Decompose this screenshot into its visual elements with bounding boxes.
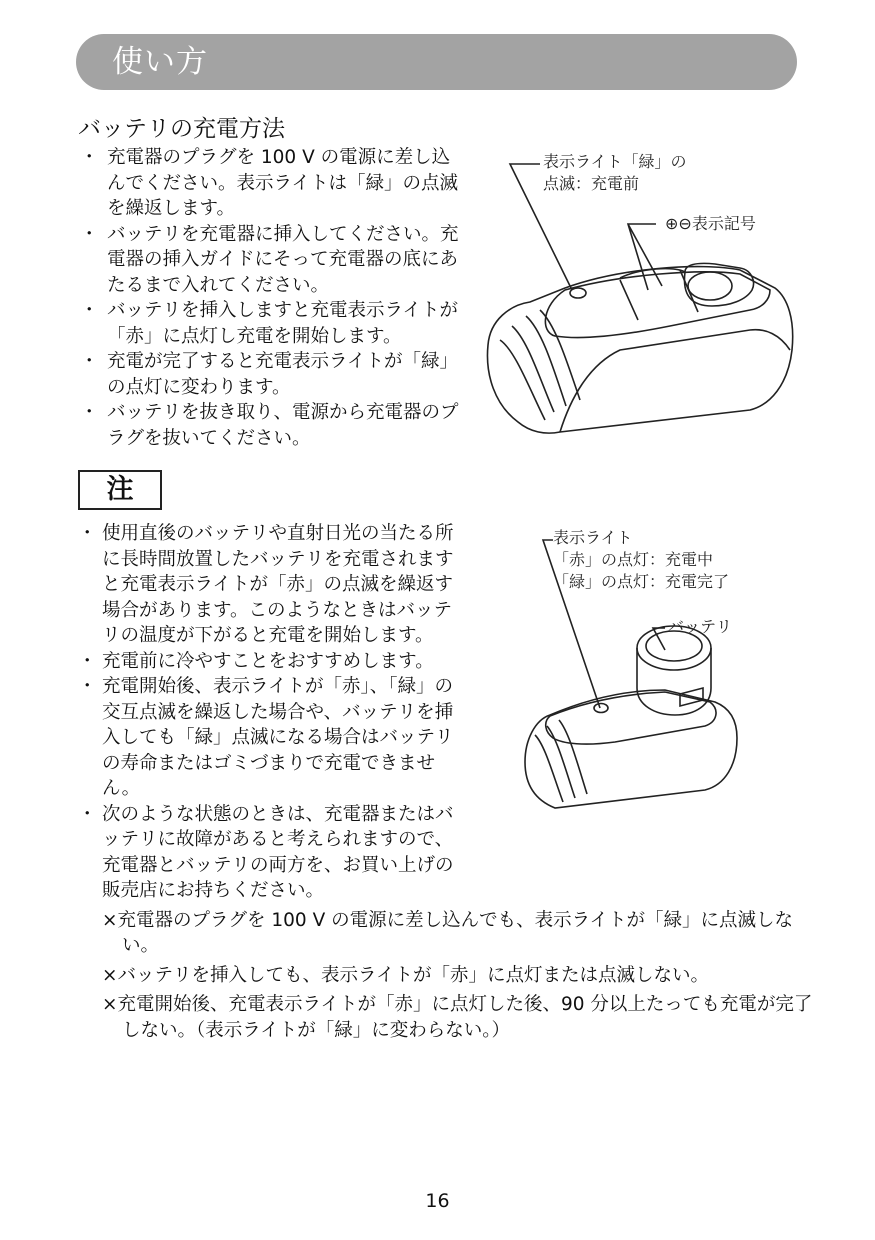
- figure1-light-label: 表示ライト「緑」の: [543, 152, 687, 171]
- battery-top: [637, 626, 711, 670]
- bullet: ・: [80, 300, 99, 321]
- figure2-red-label: 「赤」の点灯：充電中: [553, 550, 714, 569]
- condition-item: ×バッテリを挿入しても、表示ライトが「赤」に点灯または点滅しない。: [102, 964, 709, 986]
- charger-body: [487, 267, 792, 434]
- charger-body: [525, 690, 737, 808]
- bullet: ・: [78, 650, 97, 672]
- charging-steps-list: [80, 145, 465, 451]
- list-item-text: バッテリを充電器に挿入してください。充電器の挿入ガイドにそって充電器の底にあたるまで入れてください。: [107, 223, 459, 296]
- list-item-text: バッテリを抜き取り、電源から充電器のプラグを抜いてください。: [107, 402, 459, 449]
- charger-vents: [535, 720, 587, 802]
- list-item: [80, 145, 465, 222]
- charger-with-battery-illustration: [515, 530, 745, 830]
- bullet: ・: [78, 523, 97, 544]
- list-item: [78, 674, 462, 802]
- indicator-light: [570, 288, 586, 298]
- list-item-text: 使用直後のバッテリや直射日光の当たる所に長時間放置したバッテリを充電されますと充電表示ライトが「赤」の点滅を繰返す場合があります。このようなときはバッテリの温度が下がると充電を開始します。: [102, 523, 454, 646]
- callout-line: [628, 224, 662, 290]
- section-header-title: 使い方: [112, 44, 208, 80]
- note-heading-box: 注: [78, 470, 162, 510]
- list-item: [78, 802, 818, 1044]
- bullet: ・: [78, 676, 97, 697]
- list-item: [80, 400, 465, 451]
- bullet: ・: [80, 223, 99, 245]
- list-item-text: 充電開始後、表示ライトが「赤」、「緑」の交互点滅を繰返した場合や、バッテリを挿入しても「緑」点滅になる場合はバッテリの寿命またはゴミづまりで充電できません。: [102, 676, 454, 799]
- list-item: [80, 298, 465, 349]
- charging-section-title: バッテリの充電方法: [78, 116, 285, 142]
- list-item-text: 次のような状態のときは、充電器またはバッテリに故障があると考えられますので、充電器とバッテリの両方を、お買い上げの販売店にお持ちください。: [102, 803, 454, 901]
- figure1-polarity-label: ⊕⊖表示記号: [665, 214, 756, 233]
- list-item-text: 充電前に冷やすことをおすすめします。: [102, 650, 434, 672]
- page-number: 16: [425, 1190, 450, 1212]
- list-item-text: 充電器のプラグを 100 V の電源に差し込んでください。表示ライトは「緑」の点滅を繰返します。: [107, 147, 458, 219]
- figure2-green-label: 「緑」の点灯：充電完了: [553, 572, 730, 591]
- condition-item: ×充電開始後、充電表示ライトが「赤」に点灯した後、90 分以上たっても充電が完了しない。（表示ライトが「緑」に変わらない。）: [102, 994, 813, 1041]
- list-item: [80, 349, 465, 400]
- charger-top: [546, 692, 716, 744]
- list-item: [78, 521, 462, 649]
- bullet: ・: [80, 351, 99, 372]
- bullet: ・: [80, 147, 99, 168]
- bullet: ・: [78, 803, 97, 825]
- callout-line: [510, 164, 572, 290]
- figure2-light-title: 表示ライト: [553, 528, 633, 547]
- callout-line: [543, 540, 600, 708]
- charger-illustration: [470, 150, 810, 450]
- figure1-light-label-2: 点滅：充電前: [543, 174, 640, 193]
- battery-body: [637, 648, 711, 715]
- bullet: ・: [80, 402, 99, 423]
- charger-vents: [500, 310, 580, 420]
- list-item-text: 充電が完了すると充電表示ライトが「緑」の点灯に変わります。: [107, 351, 458, 398]
- list-item-text: バッテリを挿入しますと充電表示ライトが「赤」に点灯し充電を開始します。: [107, 300, 458, 347]
- figure2-battery-label: バッテリ: [668, 617, 733, 636]
- list-item: [78, 649, 462, 675]
- indicator-light: [594, 704, 608, 713]
- charger-top: [545, 272, 770, 338]
- list-item: [80, 222, 465, 299]
- condition-item: ×充電器のプラグを 100 V の電源に差し込んでも、表示ライトが「緑」に点滅しない。: [102, 909, 794, 956]
